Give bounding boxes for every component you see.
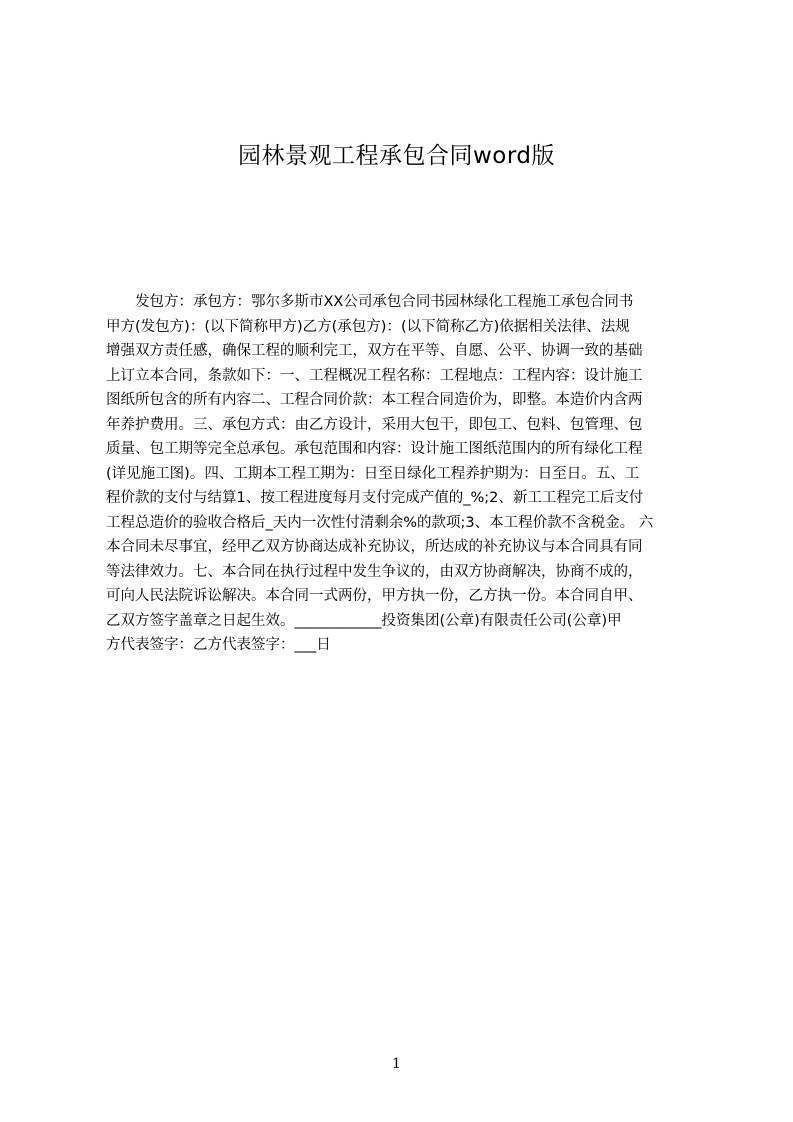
- body-line: 年养护费用。三、承包方式：由乙方设计，采用大包干，即包工、包料、包管理、包: [106, 416, 643, 433]
- body-line: 等法律效力。七、本合同在执行过程中发生争议的，由双方协商解决，协商不成的，: [106, 563, 643, 580]
- body-line: 程价款的支付与结算1、按工程进度每月支付完成产值的_%;2、新工工程完工后支付: [106, 490, 644, 506]
- body-line: 乙双方签字盖章之日起生效。____________投资集团(公章)有限责任公司(公章)甲: [106, 612, 622, 629]
- contract-body: [106, 290, 706, 658]
- body-line: (详见施工图)。四、工期本工程工期为：日至日绿化工程养护期为：日至日。五、工: [106, 465, 640, 482]
- body-line: 质量、包工期等完全总承包。承包范围和内容：设计施工图纸范围内的所有绿化工程: [106, 441, 643, 457]
- body-line: 可向人民法院诉讼解决。本合同一式两份，甲方执一份，乙方执一份。本合同自甲、: [106, 588, 643, 604]
- body-line: 图纸所包含的所有内容二、工程合同价款：本工程合同造价为，即整。本造价内含两: [106, 392, 643, 408]
- body-line: 增强双方责任感，确保工程的顺利完工，双方在平等、自愿、公平、协调一致的基础: [106, 343, 643, 359]
- document-title: 园林景观工程承包合同word版: [237, 143, 556, 169]
- body-line: 工程总造价的验收合格后_天内一次性付清剩余%的款项;3、本工程价款不含税金。 六: [106, 514, 654, 531]
- body-line: 发包方：承包方：鄂尔多斯市XX公司承包合同书园林绿化工程施工承包合同书: [106, 294, 634, 310]
- page-number: 1: [392, 1056, 401, 1072]
- body-line: 方代表签字：乙方代表签字：___日: [106, 637, 331, 653]
- body-line: 本合同未尽事宜，经甲乙双方协商达成补充协议，所达成的补充协议与本合同具有同: [106, 539, 643, 555]
- body-line: 上订立本合同，条款如下：一、工程概况工程名称：工程地点：工程内容：设计施工: [106, 367, 643, 384]
- body-line: 甲方(发包方)：(以下简称甲方)乙方(承包方)：(以下简称乙方)依据相关法律、法规: [106, 318, 630, 335]
